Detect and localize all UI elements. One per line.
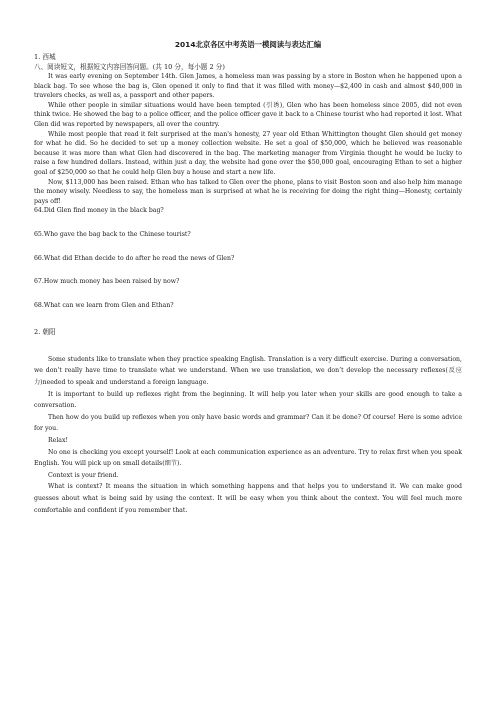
answer-space — [34, 263, 462, 277]
question-68: 68.What can we learn from Glen and Ethan? — [34, 301, 174, 309]
passage-paragraph: Now, $113,000 has been raised. Ethan who has talked to Glen over the phone, plans to visit Boston soon and also help him manage the money wisely. Needless to say, the homeless man is surprised at what he is receiving for doing the right thing—Honesty, certainly pays off! — [34, 178, 462, 205]
question-67: 67.How much money has been raised by now? — [34, 278, 180, 286]
passage-paragraph: It was early evening on September 14th. Glen James, a homeless man was passing by a store in Boston when he happened upon a black bag. To see whose the bag is, Glen opened it only to find that it was filled with money—$2,400 in cash and almost $40,000 in travelers checks, as well as, a passport and other papers. — [34, 73, 462, 100]
passage-paragraph: It is important to build up reflexes right from the beginning. It will help you later when your skills are good enough to take a conversation. — [34, 390, 462, 410]
passage-paragraph: Context is your friend. — [48, 471, 119, 479]
question-65: 65.Who gave the bag back to the Chinese tourist? — [34, 230, 191, 238]
passage-paragraph: Some students like to translate when they practice speaking English. Translation is a very difficult exercise. During a conversation, we don’t really have time to translate what we understand. When we use translation, we don’t develop the necessary reflexes(反应力)needed to speak and understand a foreign language. — [34, 355, 462, 386]
passage-paragraph: Relax! — [48, 436, 68, 444]
section-heading-xicheng: 1. 西城 — [34, 53, 56, 61]
passage-paragraph: Then how do you build up reflexes when you only have basic words and grammar? Can it be done? Of course! Here is some advice for you. — [34, 413, 462, 433]
passage-paragraph: What is context? It means the situation in which something happens and that helps you to understand it. We can make good guesses about what is being said by using the context. It will be easy when you think about the context. You will feel much more comfortable and confident if you remember that. — [34, 483, 462, 514]
document-title: 2014北京各区中考英语一模阅读与表达汇编 — [174, 40, 322, 49]
spacer — [34, 338, 462, 354]
question-66: 66.What did Ethan decide to do after he read the news of Glen? — [34, 254, 235, 262]
passage-paragraph: While most people that read it felt surprised at the man's honesty, 27 year old Ethan Whittington thought Glen should get money for what he did. So he decided to set up a money collection website. He set a goal of $50,000, which he believed was reasonable because it was more than what Glen had discovered in the bag. The marketing manager from Virginia thought he would be lucky to raise a few hundred dollars. Instead, within just a day, the website had gone over the $50,000 goal, encouraging Ethan to set a higher goal of $250,000 so that he could help Glen buy a house and start a new life. — [34, 130, 462, 176]
passage-paragraph: No one is checking you except yourself! Look at each communication experience as an adventure. Try to relax first when you speak English. You will pick up on small details(细节). — [34, 448, 462, 468]
passage-paragraph: While other people in similar situations would have been tempted (引诱), Glen who has been homeless since 2005, did not even think twice. He showed the bag to a police officer, and the police officer gave it back to a Chinese tourist who had reported it lost. What Glen did was reported by newspapers, all over the country. — [34, 101, 462, 128]
section-heading-chaoyang: 2. 朝阳 — [34, 328, 56, 337]
answer-space — [34, 310, 462, 324]
answer-space — [34, 216, 462, 230]
answer-space — [34, 240, 462, 254]
document-page — [34, 40, 462, 516]
answer-space — [34, 287, 462, 301]
question-64: 64.Did Glen find money in the black bag? — [34, 207, 164, 215]
section-instruction: 八、阅读短文，根据短文内容回答问题。(共 10 分，每小题 2 分) — [34, 62, 225, 71]
